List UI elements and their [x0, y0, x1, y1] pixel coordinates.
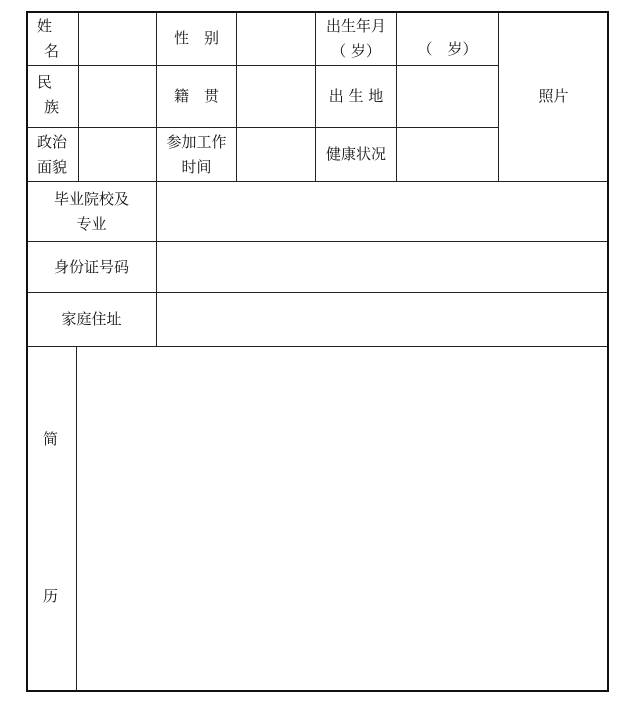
political-input[interactable] — [78, 127, 157, 182]
political-label-line2: 面貌 — [37, 158, 68, 176]
ethnicity-label-line1: 民 — [37, 73, 53, 91]
school-label-cell — [26, 181, 157, 242]
political-label-cell — [26, 127, 79, 182]
birthplace-input[interactable] — [396, 65, 499, 128]
age-placeholder: （ 岁） — [417, 40, 478, 58]
address-label-cell — [26, 292, 157, 347]
ethnicity-input[interactable] — [78, 65, 157, 128]
resume-label-line2: 历 — [43, 587, 59, 605]
resume-input[interactable] — [76, 346, 609, 692]
birth-label-line2: （ 岁） — [331, 41, 381, 60]
address-input[interactable] — [156, 292, 609, 347]
school-label-line2: 专业 — [76, 214, 107, 233]
id-label: 身份证号码 — [53, 257, 129, 276]
health-input[interactable] — [396, 127, 499, 182]
photo-label: 照片 — [538, 87, 569, 105]
birth-label-cell — [315, 11, 397, 66]
health-label-cell — [315, 127, 397, 182]
school-input[interactable] — [156, 181, 609, 242]
name-label-cell — [26, 11, 79, 66]
name-input[interactable] — [78, 11, 157, 66]
political-label-line1: 政治 — [37, 133, 68, 151]
resume-label-cell — [26, 346, 77, 692]
gender-label-cell — [156, 11, 237, 66]
ethnicity-label-cell — [26, 65, 79, 128]
name-label-line2: 名 — [44, 42, 60, 60]
work-start-label-line1: 参加工作 — [166, 132, 227, 151]
school-label-line1: 毕业院校及 — [53, 189, 129, 208]
work-start-input[interactable] — [236, 127, 316, 182]
health-label: 健康状况 — [325, 145, 386, 163]
birth-label-line1: 出生年月 — [325, 16, 386, 35]
native-place-label: 籍 贯 — [173, 87, 219, 105]
birth-date-input[interactable] — [396, 11, 499, 66]
photo-box[interactable] — [498, 11, 609, 182]
native-place-input[interactable] — [236, 65, 316, 128]
native-place-label-cell — [156, 65, 237, 128]
resume-label-line1: 简 — [43, 430, 59, 448]
name-label-line1: 姓 — [37, 17, 53, 35]
gender-input[interactable] — [236, 11, 316, 66]
personal-info-form — [26, 11, 609, 692]
address-label: 家庭住址 — [61, 310, 122, 328]
id-number-input[interactable] — [156, 241, 609, 293]
ethnicity-label-line2: 族 — [44, 98, 60, 116]
gender-label: 性 别 — [173, 29, 219, 47]
id-label-cell — [26, 241, 157, 293]
birthplace-label: 出 生 地 — [328, 87, 384, 105]
work-start-label-cell — [156, 127, 237, 182]
work-start-label-line2: 时间 — [181, 157, 212, 176]
birthplace-label-cell — [315, 65, 397, 128]
